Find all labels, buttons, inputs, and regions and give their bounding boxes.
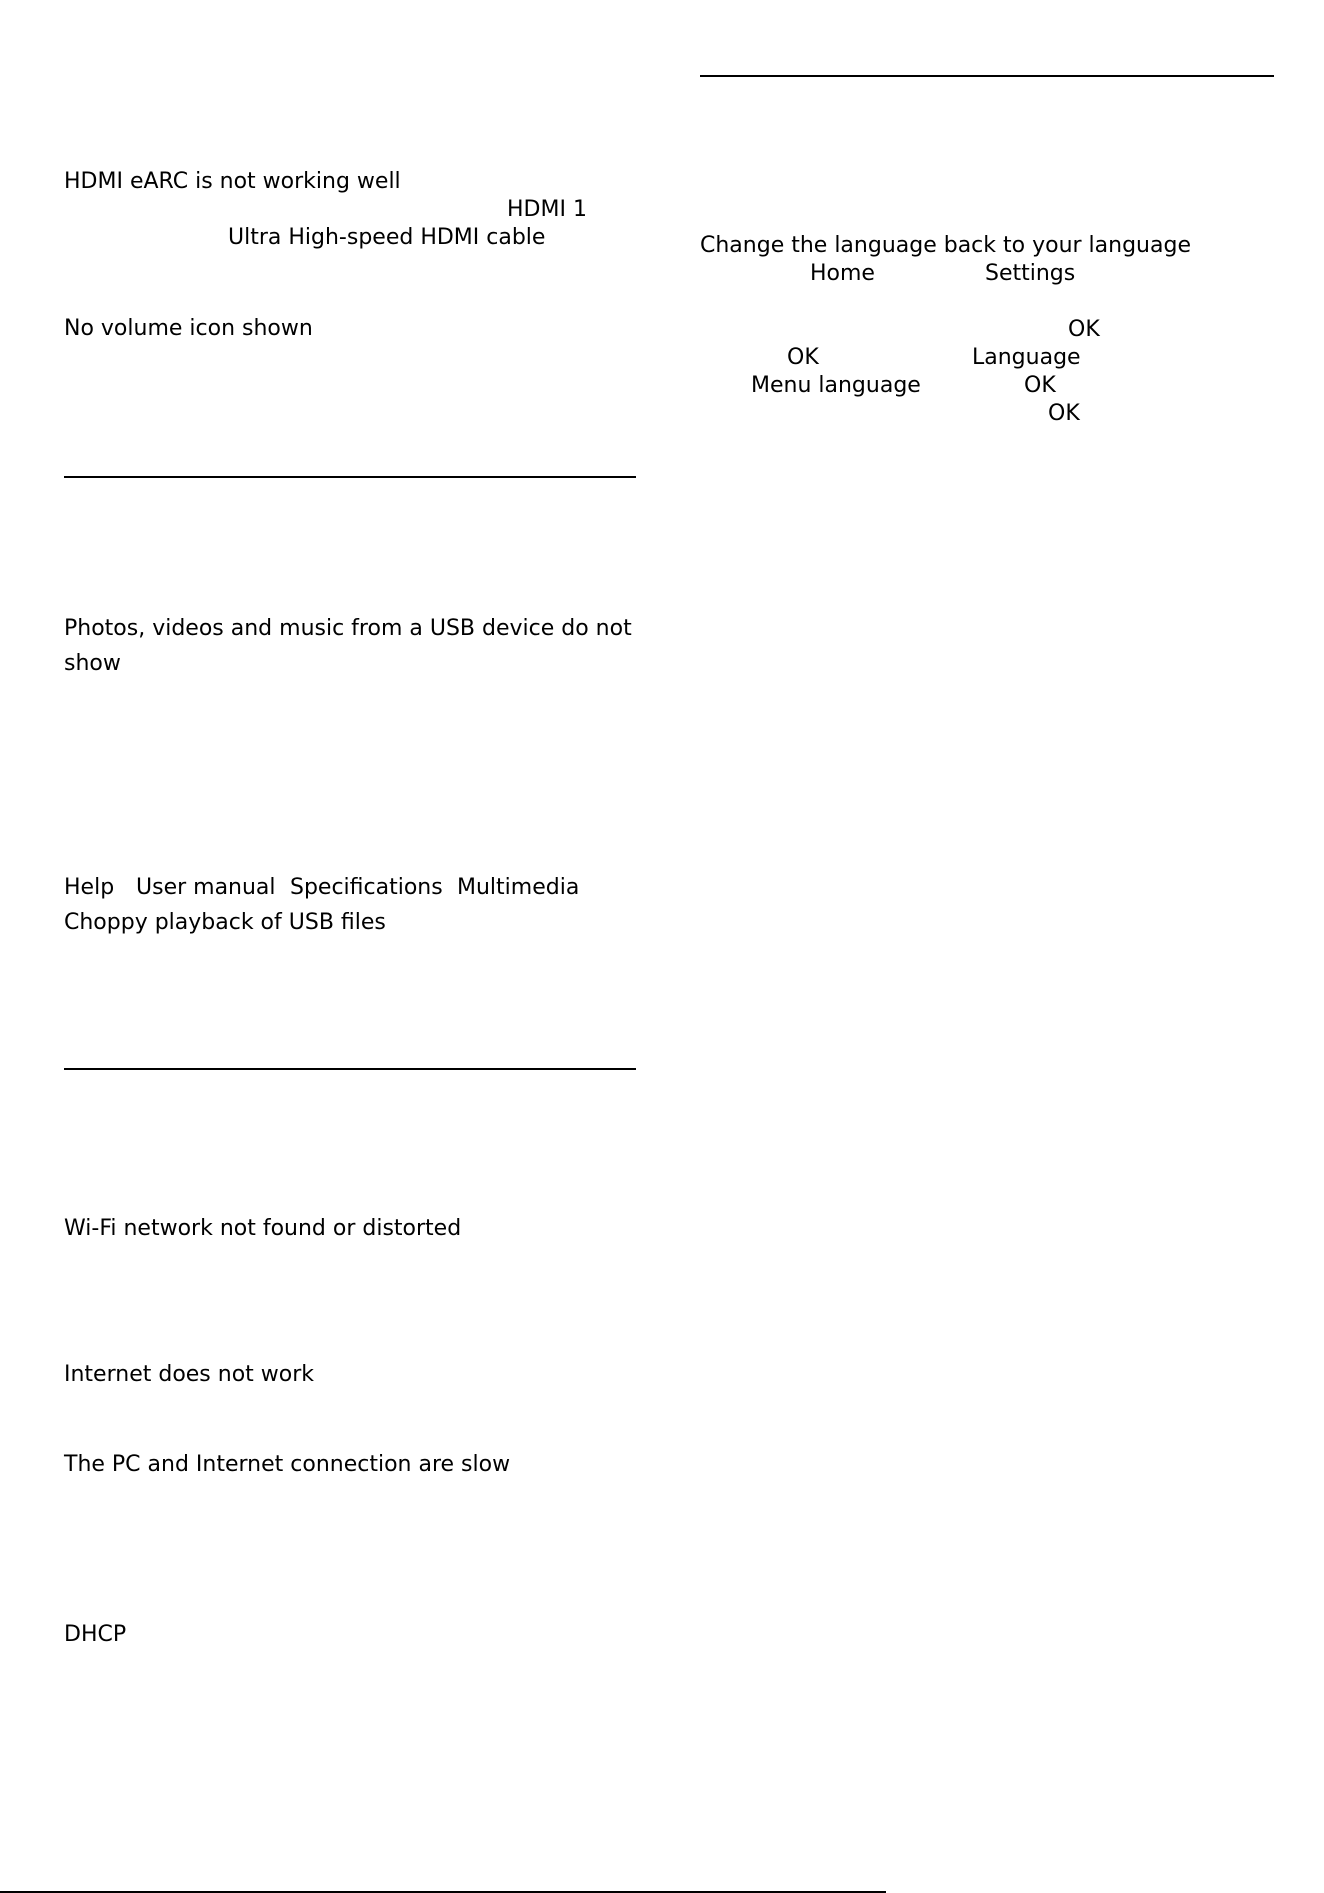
section-divider [64,1068,636,1070]
hdmi-1-label: HDMI 1 [507,197,587,222]
menu-path-multimedia: Multimedia [457,875,580,900]
pc-slow-heading: The PC and Internet connection are slow [64,1452,511,1477]
no-volume-icon-heading: No volume icon shown [64,316,313,341]
menu-path-user-manual: User manual [136,875,276,900]
language-label: Language [972,345,1081,370]
wifi-heading: Wi-Fi network not found or distorted [64,1216,462,1241]
settings-label: Settings [985,261,1076,286]
dhcp-heading: DHCP [64,1622,127,1647]
hdmi-earc-heading: HDMI eARC is not working well [64,169,401,194]
menu-language-label: Menu language [751,373,921,398]
home-label: Home [810,261,875,286]
section-divider [64,476,636,478]
ok-label: OK [1048,401,1080,426]
section-divider [700,75,1274,77]
internet-heading: Internet does not work [64,1362,315,1387]
usb-heading-continued: show [64,651,121,676]
usb-heading: Photos, videos and music from a USB device do not [64,616,632,641]
menu-path-help: Help [64,875,115,900]
ultra-cable-label: Ultra High-speed HDMI cable [228,225,546,250]
ok-label: OK [787,345,819,370]
ok-label: OK [1068,317,1100,342]
choppy-playback-heading: Choppy playback of USB files [64,910,386,935]
menu-path-specifications: Specifications [290,875,443,900]
language-heading: Change the language back to your language [700,233,1191,258]
ok-label: OK [1024,373,1056,398]
